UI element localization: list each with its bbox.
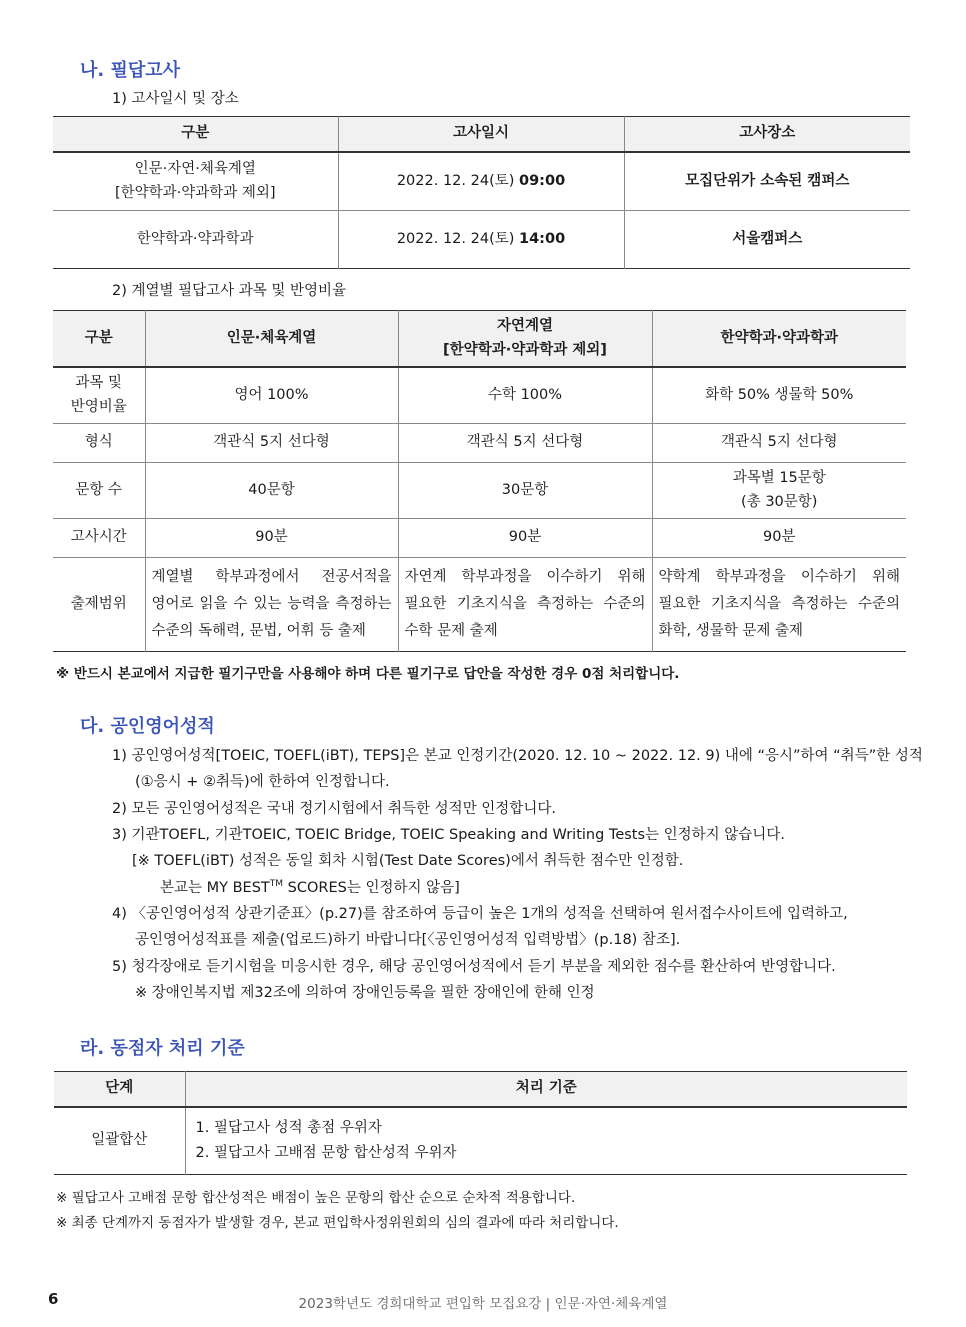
table-row bbox=[53, 424, 906, 463]
list-item: 3) 기관TOEFL, 기관TOEIC, TOEIC Bridge, TOEIC Speaking and Writing Tests는 인정하지 않습니다. bbox=[112, 827, 785, 843]
list-item: 1) 공인영어성적[TOEIC, TOEFL(iBT), TEPS]은 본교 인정기간(2020. 12. 10 ~ 2022. 12. 9) 내에 “응시”하여 “취득”한 성적 bbox=[112, 748, 923, 764]
cell-value: 객관식 5지 선다형 bbox=[652, 424, 906, 463]
tiebreak-table bbox=[54, 1071, 907, 1175]
table-row bbox=[53, 211, 910, 269]
exam-schedule-table bbox=[53, 116, 910, 269]
table-row bbox=[53, 367, 906, 424]
header-pharmacy: 한약학과·약과학과 bbox=[652, 311, 906, 368]
header-stage: 단계 bbox=[54, 1072, 185, 1108]
row-label: 형식 bbox=[53, 424, 145, 463]
table-row bbox=[53, 519, 906, 558]
cell-value: 영어 100% bbox=[145, 367, 398, 424]
note-tiebreak-1: ※ 필답고사 고배점 문항 합산성적은 배점이 높은 문항의 합산 순으로 순차적 적용합니다. bbox=[56, 1190, 576, 1206]
header-exam-date: 고사일시 bbox=[338, 117, 624, 153]
table-row bbox=[53, 463, 906, 519]
cell-value: 화학 50% 생물학 50% bbox=[652, 367, 906, 424]
list-item: 2) 모든 공인영어성적은 국내 정기시험에서 취득한 성적만 인정합니다. bbox=[112, 801, 556, 817]
header-category: 구분 bbox=[53, 117, 338, 153]
list-item: (①응시 + ②취득)에 한하여 인정합니다. bbox=[135, 774, 390, 790]
section-title-written-exam: 나. 필답고사 bbox=[80, 60, 181, 81]
cell-exam-place: 서울캠퍼스 bbox=[624, 211, 910, 269]
cell-category: 한약학과·약과학과 bbox=[53, 211, 338, 269]
list-item: 5) 청각장애로 듣기시험을 미응시한 경우, 해당 공인영어성적에서 듣기 부분을 제외한 점수를 환산하여 반영합니다. bbox=[112, 959, 836, 975]
cell-scope-natural: 자연계 학부과정을 이수하기 위해 필요한 기초지식을 측정하는 수준의 수학 문제 출제 bbox=[398, 558, 652, 652]
page-footer: 2023학년도 경희대학교 편입학 모집요강 | 인문·자연·체육계열 bbox=[298, 1296, 668, 1312]
cell-exam-datetime: 2022. 12. 24(토) 09:00 bbox=[338, 152, 624, 211]
header-humanities: 인문·체육계열 bbox=[145, 311, 398, 368]
cell-value: 과목별 15문항 (총 30문항) bbox=[652, 463, 906, 519]
header-criteria: 처리 기준 bbox=[185, 1072, 907, 1108]
section-title-english-scores: 다. 공인영어성적 bbox=[80, 716, 215, 737]
header-category: 구분 bbox=[53, 311, 145, 368]
cell-value: 30문항 bbox=[398, 463, 652, 519]
header-natural-sciences: 자연계열 [한약학과·약과학과 제외] bbox=[398, 311, 652, 368]
cell-scope-pharmacy: 약학계 학부과정을 이수하기 위해 필요한 기초지식을 측정하는 수준의 화학, 생물학 문제 출제 bbox=[652, 558, 906, 652]
cell-value: 객관식 5지 선다형 bbox=[145, 424, 398, 463]
subjects-ratio-table bbox=[53, 310, 906, 652]
note-tiebreak-2: ※ 최종 단계까지 동점자가 발생할 경우, 본교 편입학사정위원회의 심의 결과에 따라 처리합니다. bbox=[56, 1215, 619, 1231]
page-number: 6 bbox=[48, 1290, 59, 1308]
list-item: [※ TOEFL(iBT) 성적은 동일 회차 시험(Test Date Scores)에서 취득한 점수만 인정함. bbox=[132, 853, 684, 869]
list-item: ※ 장애인복지법 제32조에 의하여 장애인등록을 필한 장애인에 한해 인정 bbox=[135, 985, 595, 1001]
table-row bbox=[53, 152, 910, 211]
cell-category: 인문·자연·체육계열 [한약학과·약과학과 제외] bbox=[114, 161, 276, 201]
subsection-subjects-ratio: 2) 계열별 필답고사 과목 및 반영비율 bbox=[112, 283, 347, 299]
section-title-tiebreak: 라. 동점자 처리 기준 bbox=[80, 1038, 245, 1059]
cell-stage: 일괄합산 bbox=[91, 1132, 148, 1149]
cell-value: 90분 bbox=[652, 519, 906, 558]
cell-value: 객관식 5지 선다형 bbox=[398, 424, 652, 463]
row-label: 과목 및 반영비율 bbox=[53, 367, 145, 424]
cell-exam-datetime: 2022. 12. 24(토) 14:00 bbox=[338, 211, 624, 269]
cell-scope-humanities: 계열별 학부과정에서 전공서적을 영어로 읽을 수 있는 능력을 측정하는 수준의 독해력, 문법, 어휘 등 출제 bbox=[145, 558, 398, 652]
cell-value: 90분 bbox=[398, 519, 652, 558]
row-label: 문항 수 bbox=[53, 463, 145, 519]
table-row bbox=[53, 558, 906, 652]
list-item: 4) 〈공인영어성적 상관기준표〉(p.27)를 참조하여 등급이 높은 1개의 성적을 선택하여 원서접수사이트에 입력하고, bbox=[112, 906, 848, 922]
cell-criteria: 1. 필답고사 성적 총점 우위자 2. 필답고사 고배점 문항 합산성적 우위자 bbox=[185, 1107, 907, 1175]
row-label: 고사시간 bbox=[53, 519, 145, 558]
header-exam-place: 고사장소 bbox=[624, 117, 910, 153]
row-label: 출제범위 bbox=[53, 558, 145, 652]
table-row bbox=[54, 1107, 907, 1175]
cell-value: 90분 bbox=[145, 519, 398, 558]
note-writing-instrument: ※ 반드시 본교에서 지급한 필기구만을 사용해야 하며 다른 필기구로 답안을 작성한 경우 0점 처리합니다. bbox=[56, 666, 680, 682]
cell-value: 40문항 bbox=[145, 463, 398, 519]
subsection-exam-schedule: 1) 고사일시 및 장소 bbox=[112, 91, 239, 107]
list-item: 본교는 MY BEST™ SCORES는 인정하지 않음] bbox=[160, 879, 460, 896]
cell-exam-place: 모집단위가 소속된 캠퍼스 bbox=[624, 152, 910, 211]
list-item: 공인영어성적표를 제출(업로드)하기 바랍니다[〈공인영어성적 입력방법〉(p.18) 참조]. bbox=[135, 932, 681, 948]
cell-value: 수학 100% bbox=[398, 367, 652, 424]
